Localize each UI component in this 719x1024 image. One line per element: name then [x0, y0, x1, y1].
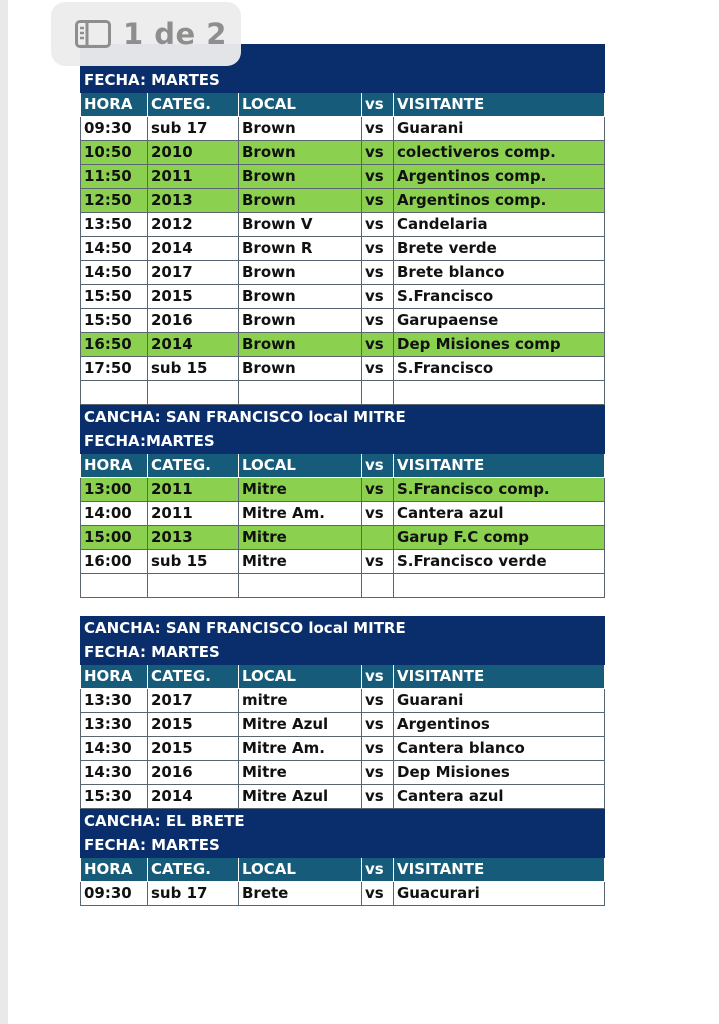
match-cat: sub 17 — [148, 117, 239, 141]
match-vs: vs — [362, 189, 394, 213]
match-local: Brown V — [239, 213, 362, 237]
match-local: Brete — [239, 882, 362, 906]
match-hora: 13:50 — [81, 213, 148, 237]
page-counter[interactable] — [51, 2, 241, 66]
match-vs: vs — [362, 285, 394, 309]
match-cat: 2015 — [148, 713, 239, 737]
match-cat: 2014 — [148, 237, 239, 261]
column-header: LOCAL — [239, 858, 362, 882]
match-visitante: colectiveros comp. — [394, 141, 605, 165]
match-local: Brown — [239, 285, 362, 309]
match-visitante: S.Francisco — [394, 357, 605, 381]
match-vs: vs — [362, 261, 394, 285]
match-hora: 17:50 — [81, 357, 148, 381]
match-row — [81, 333, 605, 357]
match-local: Mitre — [239, 478, 362, 502]
match-vs: vs — [362, 713, 394, 737]
match-local: Brown — [239, 309, 362, 333]
column-header: HORA — [81, 454, 148, 478]
match-hora: 15:30 — [81, 785, 148, 809]
column-header: vs — [362, 665, 394, 689]
match-vs: vs — [362, 785, 394, 809]
column-header: CATEG. — [148, 93, 239, 117]
match-hora: 12:50 — [81, 189, 148, 213]
match-hora — [81, 381, 148, 405]
fecha-label: FECHA: MARTES — [81, 834, 605, 858]
match-vs: vs — [362, 689, 394, 713]
match-cat — [148, 381, 239, 405]
match-cat: 2015 — [148, 285, 239, 309]
match-local: Brown — [239, 333, 362, 357]
match-hora — [81, 574, 148, 598]
fecha-row — [81, 430, 605, 454]
match-cat: sub 15 — [148, 550, 239, 574]
match-local: Mitre Azul — [239, 713, 362, 737]
match-hora: 14:50 — [81, 261, 148, 285]
match-local — [239, 381, 362, 405]
match-visitante: S.Francisco verde — [394, 550, 605, 574]
match-vs: vs — [362, 357, 394, 381]
match-vs: vs — [362, 478, 394, 502]
match-row — [81, 141, 605, 165]
fecha-label: FECHA:MARTES — [81, 430, 605, 454]
match-visitante — [394, 381, 605, 405]
match-hora: 13:30 — [81, 689, 148, 713]
match-hora: 10:50 — [81, 141, 148, 165]
match-vs: vs — [362, 237, 394, 261]
cancha-title-row — [81, 617, 605, 641]
match-vs — [362, 574, 394, 598]
match-local: mitre — [239, 689, 362, 713]
match-row — [81, 502, 605, 526]
match-row — [81, 237, 605, 261]
cancha-title: CANCHA: SAN FRANCISCO local MITRE — [81, 617, 605, 641]
schedule-tables — [80, 44, 604, 906]
match-row — [81, 117, 605, 141]
schedule-table — [80, 405, 605, 598]
match-vs: vs — [362, 761, 394, 785]
column-header: VISITANTE — [394, 858, 605, 882]
header-row — [81, 665, 605, 689]
match-local: Mitre Am. — [239, 502, 362, 526]
match-row — [81, 737, 605, 761]
match-cat: 2017 — [148, 261, 239, 285]
column-header: vs — [362, 858, 394, 882]
match-vs — [362, 526, 394, 550]
match-local: Brown — [239, 189, 362, 213]
match-row — [81, 189, 605, 213]
match-hora: 09:30 — [81, 117, 148, 141]
match-visitante: Garup F.C comp — [394, 526, 605, 550]
match-cat: 2011 — [148, 165, 239, 189]
match-row — [81, 526, 605, 550]
match-row — [81, 478, 605, 502]
column-header: HORA — [81, 93, 148, 117]
match-local: Mitre — [239, 761, 362, 785]
column-header: CATEG. — [148, 858, 239, 882]
cancha-title-row — [81, 406, 605, 430]
match-hora: 14:00 — [81, 502, 148, 526]
match-cat: sub 15 — [148, 357, 239, 381]
match-hora: 14:30 — [81, 737, 148, 761]
match-hora: 09:30 — [81, 882, 148, 906]
column-header: VISITANTE — [394, 665, 605, 689]
column-header: vs — [362, 93, 394, 117]
match-visitante: Guarani — [394, 117, 605, 141]
match-hora: 15:50 — [81, 285, 148, 309]
match-vs: vs — [362, 309, 394, 333]
match-vs: vs — [362, 882, 394, 906]
page-counter-text: 1 de 2 — [123, 17, 227, 51]
match-row — [81, 550, 605, 574]
match-cat — [148, 574, 239, 598]
match-row — [81, 713, 605, 737]
match-visitante: Argentinos comp. — [394, 165, 605, 189]
document-page — [8, 0, 719, 1024]
column-header: VISITANTE — [394, 454, 605, 478]
match-cat: 2017 — [148, 689, 239, 713]
match-vs: vs — [362, 333, 394, 357]
match-visitante: Dep Misiones comp — [394, 333, 605, 357]
empty-row — [81, 574, 605, 598]
match-row — [81, 689, 605, 713]
column-header: CATEG. — [148, 665, 239, 689]
match-local: Mitre — [239, 526, 362, 550]
cancha-title-row — [81, 810, 605, 834]
match-vs: vs — [362, 550, 394, 574]
schedule-table — [80, 44, 605, 405]
match-local: Mitre — [239, 550, 362, 574]
cancha-title: CANCHA: EL BRETE — [81, 810, 605, 834]
fecha-row — [81, 641, 605, 665]
match-local: Brown R — [239, 237, 362, 261]
match-row — [81, 165, 605, 189]
match-visitante: Garupaense — [394, 309, 605, 333]
match-hora: 11:50 — [81, 165, 148, 189]
match-visitante: Guarani — [394, 689, 605, 713]
match-vs: vs — [362, 165, 394, 189]
schedule-table — [80, 809, 605, 906]
cancha-title: CANCHA: SAN FRANCISCO local MITRE — [81, 406, 605, 430]
match-local: Brown — [239, 117, 362, 141]
match-row — [81, 261, 605, 285]
match-cat: 2015 — [148, 737, 239, 761]
header-row — [81, 858, 605, 882]
schedule-table — [80, 616, 605, 809]
column-header: CATEG. — [148, 454, 239, 478]
column-header: HORA — [81, 858, 148, 882]
match-cat: 2012 — [148, 213, 239, 237]
match-hora: 15:50 — [81, 309, 148, 333]
match-visitante: Cantera azul — [394, 502, 605, 526]
header-row — [81, 454, 605, 478]
fecha-row — [81, 69, 605, 93]
match-visitante: Cantera azul — [394, 785, 605, 809]
match-cat: 2016 — [148, 309, 239, 333]
match-row — [81, 285, 605, 309]
fecha-row — [81, 834, 605, 858]
match-cat: 2013 — [148, 189, 239, 213]
match-visitante: Candelaria — [394, 213, 605, 237]
match-local: Brown — [239, 141, 362, 165]
match-vs: vs — [362, 117, 394, 141]
match-local: Brown — [239, 261, 362, 285]
match-cat: 2014 — [148, 785, 239, 809]
column-header: LOCAL — [239, 93, 362, 117]
match-row — [81, 213, 605, 237]
header-row — [81, 93, 605, 117]
match-row — [81, 309, 605, 333]
match-local: Brown — [239, 357, 362, 381]
match-hora: 13:30 — [81, 713, 148, 737]
match-row — [81, 785, 605, 809]
match-visitante: Cantera blanco — [394, 737, 605, 761]
match-cat: 2016 — [148, 761, 239, 785]
match-cat: 2010 — [148, 141, 239, 165]
match-visitante: Guacurari — [394, 882, 605, 906]
match-hora: 13:00 — [81, 478, 148, 502]
match-row — [81, 882, 605, 906]
match-hora: 15:00 — [81, 526, 148, 550]
match-cat: 2011 — [148, 502, 239, 526]
match-local — [239, 574, 362, 598]
match-vs: vs — [362, 737, 394, 761]
match-visitante: Brete verde — [394, 237, 605, 261]
match-vs — [362, 381, 394, 405]
match-hora: 16:00 — [81, 550, 148, 574]
match-visitante — [394, 574, 605, 598]
match-hora: 16:50 — [81, 333, 148, 357]
match-row — [81, 357, 605, 381]
match-hora: 14:30 — [81, 761, 148, 785]
column-header: vs — [362, 454, 394, 478]
match-row — [81, 761, 605, 785]
match-cat: 2014 — [148, 333, 239, 357]
match-vs: vs — [362, 502, 394, 526]
match-visitante: S.Francisco — [394, 285, 605, 309]
match-local: Mitre Azul — [239, 785, 362, 809]
column-header: VISITANTE — [394, 93, 605, 117]
match-local: Mitre Am. — [239, 737, 362, 761]
match-local: Brown — [239, 165, 362, 189]
match-visitante: S.Francisco comp. — [394, 478, 605, 502]
match-visitante: Argentinos comp. — [394, 189, 605, 213]
empty-row — [81, 381, 605, 405]
column-header: HORA — [81, 665, 148, 689]
match-vs: vs — [362, 141, 394, 165]
fecha-label: FECHA: MARTES — [81, 641, 605, 665]
match-visitante: Brete blanco — [394, 261, 605, 285]
match-visitante: Argentinos — [394, 713, 605, 737]
match-vs: vs — [362, 213, 394, 237]
match-cat: sub 17 — [148, 882, 239, 906]
fecha-label: FECHA: MARTES — [81, 69, 605, 93]
match-hora: 14:50 — [81, 237, 148, 261]
column-header: LOCAL — [239, 454, 362, 478]
match-cat: 2011 — [148, 478, 239, 502]
column-header: LOCAL — [239, 665, 362, 689]
match-cat: 2013 — [148, 526, 239, 550]
sidebar-icon — [75, 20, 111, 48]
match-visitante: Dep Misiones — [394, 761, 605, 785]
